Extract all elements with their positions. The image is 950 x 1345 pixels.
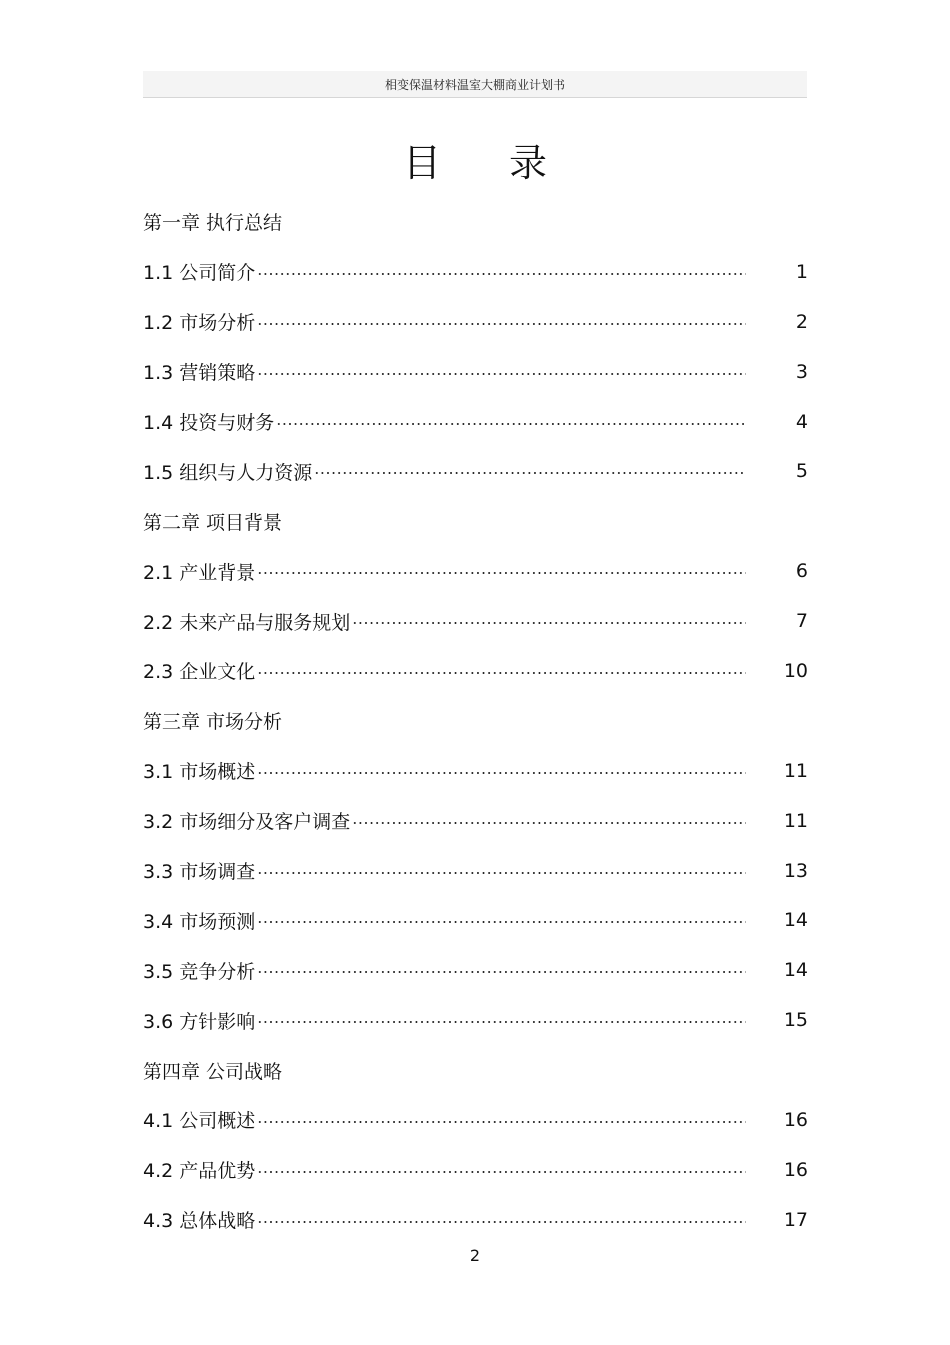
toc-entry[interactable] [143,596,808,646]
toc-dot-leader [257,572,746,574]
toc-dot-leader [352,622,746,624]
toc-chapter-heading [143,496,808,546]
toc-dot-leader [257,971,746,973]
toc-entry-label: 1.1 公司简介 [143,258,255,285]
toc-dot-leader [257,921,746,923]
toc-page-number: 5 [795,460,808,483]
toc-entry[interactable] [143,1095,808,1145]
toc-entry[interactable] [143,646,808,696]
toc-entry[interactable] [143,446,808,496]
toc-entry-label: 第二章 项目背景 [143,508,282,535]
toc-entry-label: 2.3 企业文化 [143,657,255,684]
toc-entry[interactable] [143,247,808,297]
toc-entry-label: 4.2 产品优势 [143,1156,255,1183]
toc-page-number: 14 [783,909,808,932]
running-header [143,71,807,98]
toc-dot-leader [257,772,746,774]
toc-page-number: 16 [783,1108,808,1131]
toc-entry[interactable] [143,297,808,347]
toc-chapter-heading [143,197,808,247]
toc-entry[interactable] [143,995,808,1045]
toc-entry[interactable] [143,846,808,896]
toc-dot-leader [257,323,746,325]
toc-dot-leader [257,273,746,275]
toc-page-number: 10 [783,659,808,682]
toc-entry[interactable] [143,746,808,796]
page-number: 2 [469,1246,481,1265]
toc-page-number: 1 [795,260,808,283]
toc-page-number: 2 [795,310,808,333]
toc-page-number: 7 [795,610,808,633]
toc-dot-leader [257,1221,746,1223]
toc-entry[interactable] [143,397,808,447]
toc-dot-leader [314,472,746,474]
toc-entry-label: 1.5 组织与人力资源 [143,458,312,485]
toc-page-number: 3 [795,360,808,383]
toc-page-number: 13 [783,859,808,882]
toc-entry-label: 1.4 投资与财务 [143,408,274,435]
toc-title: 目 录 [402,141,576,185]
toc-entry[interactable] [143,945,808,995]
toc-dot-leader [257,672,746,674]
toc-dot-leader [257,1171,746,1173]
table-of-contents [143,197,808,1245]
toc-page-number: 16 [783,1158,808,1181]
toc-dot-leader [257,872,746,874]
toc-entry-label: 2.2 未来产品与服务规划 [143,608,350,635]
toc-entry[interactable] [143,895,808,945]
toc-page-number: 14 [783,959,808,982]
toc-page-number: 15 [783,1009,808,1032]
toc-entry-label: 1.3 营销策略 [143,358,255,385]
toc-page-number: 17 [783,1208,808,1231]
toc-page-number: 6 [795,560,808,583]
running-header-title: 相变保温材料温室大棚商业计划书 [384,77,565,92]
toc-dot-leader [257,373,746,375]
toc-entry-label: 3.3 市场调查 [143,857,255,884]
toc-entry-label: 第三章 市场分析 [143,707,282,734]
toc-entry[interactable] [143,1195,808,1245]
toc-dot-leader [276,423,746,425]
toc-dot-leader [352,822,746,824]
toc-entry-label: 1.2 市场分析 [143,308,255,335]
toc-entry[interactable] [143,796,808,846]
toc-page-number: 11 [783,809,808,832]
toc-entry-label: 3.5 竞争分析 [143,957,255,984]
toc-entry[interactable] [143,347,808,397]
toc-entry-label: 2.1 产业背景 [143,558,255,585]
toc-dot-leader [257,1121,746,1123]
toc-page-number: 4 [795,410,808,433]
toc-entry-label: 3.1 市场概述 [143,757,255,784]
toc-chapter-heading [143,1045,808,1095]
toc-entry-label: 4.3 总体战略 [143,1206,255,1233]
toc-entry-label: 3.2 市场细分及客户调查 [143,807,350,834]
toc-entry-label: 4.1 公司概述 [143,1106,255,1133]
toc-entry-label: 3.6 方针影响 [143,1007,255,1034]
toc-page-number: 11 [783,759,808,782]
toc-entry-label: 第一章 执行总结 [143,208,282,235]
toc-chapter-heading [143,696,808,746]
toc-entry[interactable] [143,546,808,596]
toc-entry-label: 第四章 公司战略 [143,1057,282,1084]
toc-dot-leader [257,1021,746,1023]
toc-entry[interactable] [143,1145,808,1195]
toc-entry-label: 3.4 市场预测 [143,907,255,934]
